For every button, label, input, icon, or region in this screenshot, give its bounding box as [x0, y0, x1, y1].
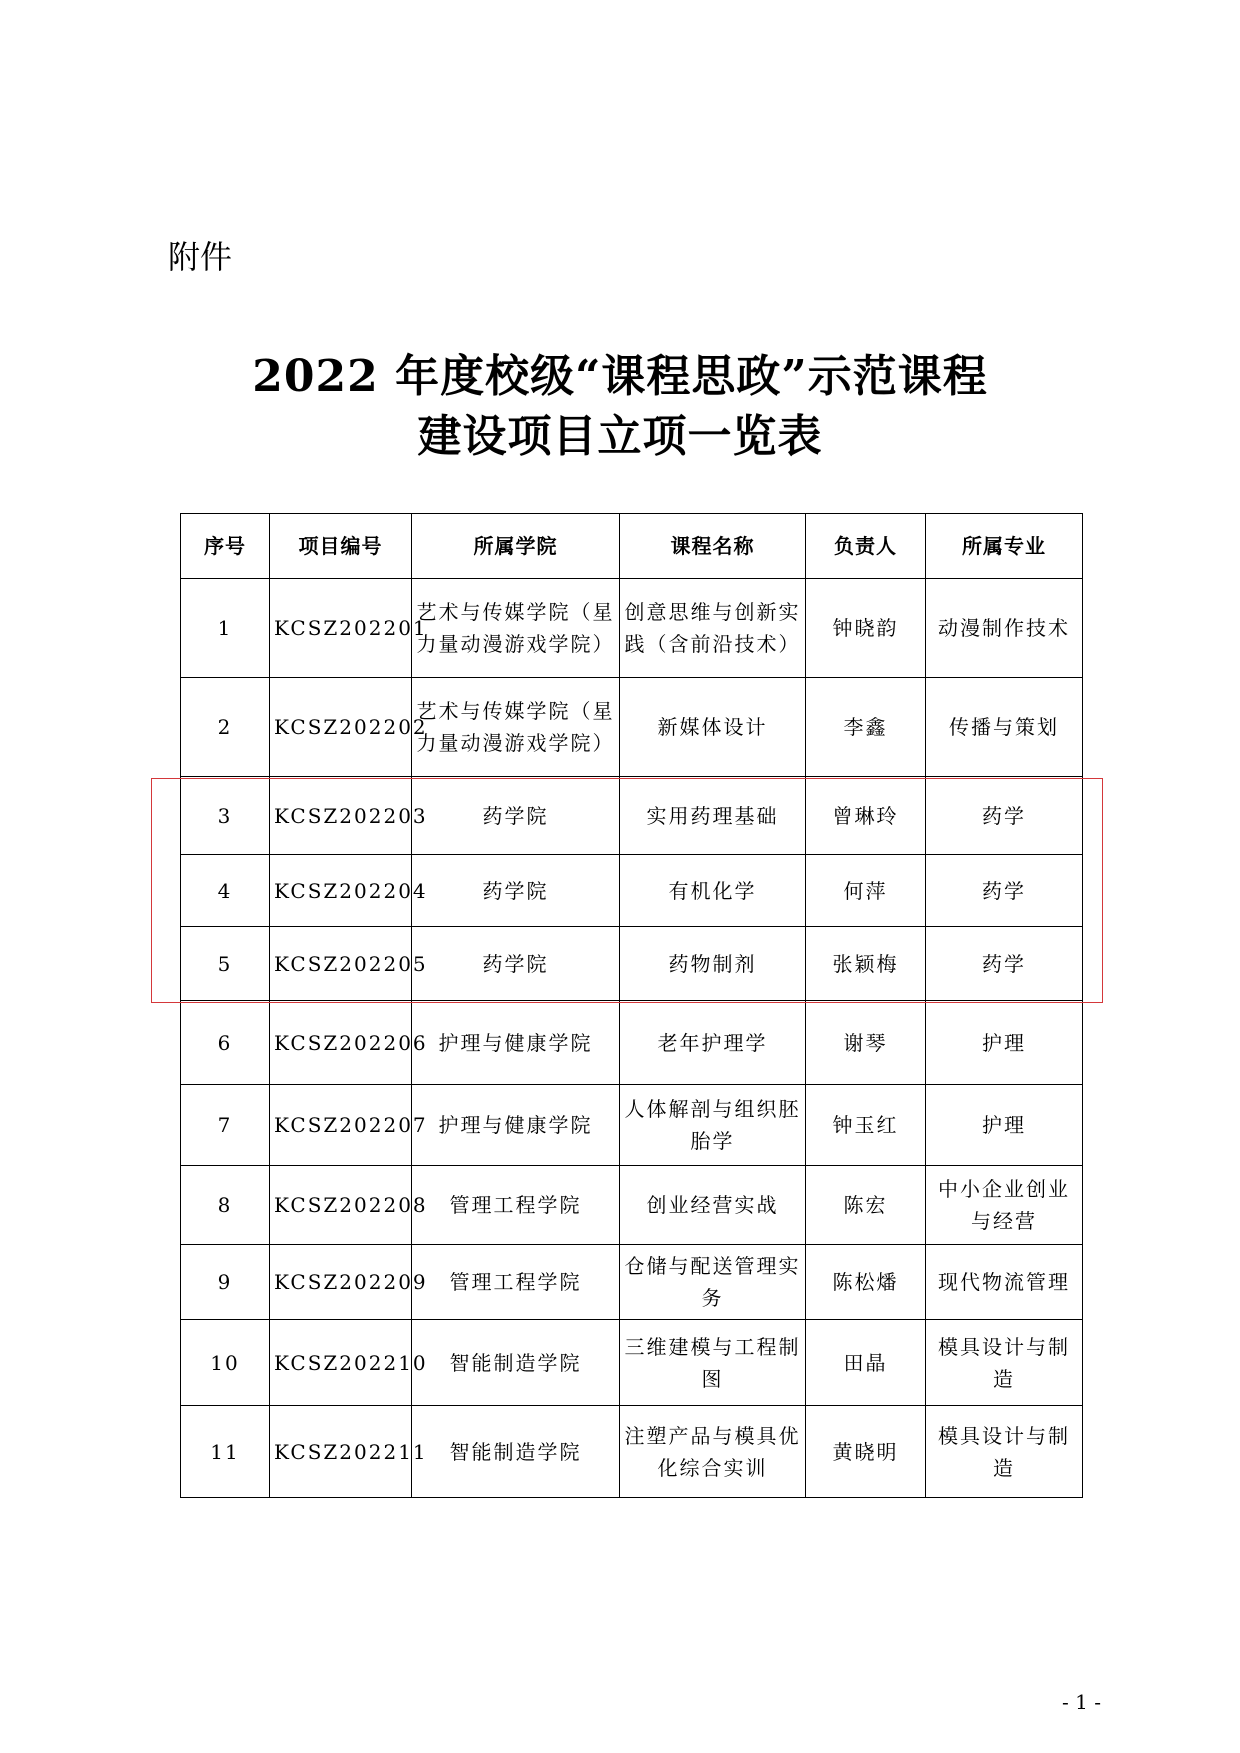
cell-college: 护理与健康学院: [412, 1085, 620, 1166]
cell-course: 老年护理学: [620, 1001, 806, 1085]
cell-leader: 陈松燔: [806, 1245, 926, 1320]
cell-project-code: KCSZ202204: [270, 855, 412, 927]
cell-leader: 陈宏: [806, 1166, 926, 1245]
page-number: - 1 -: [1062, 1690, 1101, 1714]
cell-major: 中小企业创业与经营: [926, 1166, 1083, 1245]
cell-course: 新媒体设计: [620, 678, 806, 777]
table-row: [181, 1085, 1083, 1166]
cell-index: 9: [181, 1245, 270, 1320]
document-title-line-1: 2022 年度校级“课程思政”示范课程: [252, 351, 988, 402]
cell-leader: 何萍: [806, 855, 926, 927]
table-row: [181, 1320, 1083, 1406]
cell-college: 艺术与传媒学院（星力量动漫游戏学院）: [412, 678, 620, 777]
cell-course: 人体解剖与组织胚胎学: [620, 1085, 806, 1166]
cell-index: 8: [181, 1166, 270, 1245]
cell-course: 有机化学: [620, 855, 806, 927]
header-cell: 所属学院: [412, 514, 620, 579]
cell-leader: 钟晓韵: [806, 579, 926, 678]
cell-project-code: KCSZ202210: [270, 1320, 412, 1406]
attachment-label: 附件: [168, 238, 233, 276]
header-cell: 课程名称: [620, 514, 806, 579]
cell-college: 管理工程学院: [412, 1166, 620, 1245]
cell-major: 药学: [926, 777, 1083, 855]
table-header-row: [181, 514, 1083, 579]
cell-course: 创业经营实战: [620, 1166, 806, 1245]
cell-major: 护理: [926, 1001, 1083, 1085]
cell-leader: 田晶: [806, 1320, 926, 1406]
cell-index: 2: [181, 678, 270, 777]
table-row: [181, 777, 1083, 855]
cell-major: 模具设计与制造: [926, 1406, 1083, 1498]
document-title-line-2: 建设项目立项一览表: [417, 411, 823, 462]
cell-project-code: KCSZ202205: [270, 927, 412, 1001]
cell-index: 10: [181, 1320, 270, 1406]
cell-leader: 李鑫: [806, 678, 926, 777]
cell-college: 管理工程学院: [412, 1245, 620, 1320]
header-cell: 所属专业: [926, 514, 1083, 579]
cell-college: 药学院: [412, 927, 620, 1001]
cell-course: 三维建模与工程制图: [620, 1320, 806, 1406]
cell-index: 4: [181, 855, 270, 927]
table-row: [181, 1166, 1083, 1245]
cell-index: 11: [181, 1406, 270, 1498]
cell-project-code: KCSZ202201: [270, 579, 412, 678]
cell-leader: 钟玉红: [806, 1085, 926, 1166]
cell-index: 3: [181, 777, 270, 855]
cell-college: 智能制造学院: [412, 1320, 620, 1406]
cell-major: 传播与策划: [926, 678, 1083, 777]
cell-index: 5: [181, 927, 270, 1001]
cell-college: 护理与健康学院: [412, 1001, 620, 1085]
header-cell: 项目编号: [270, 514, 412, 579]
cell-project-code: KCSZ202206: [270, 1001, 412, 1085]
cell-course: 药物制剂: [620, 927, 806, 1001]
cell-course: 仓储与配送管理实务: [620, 1245, 806, 1320]
cell-leader: 曾琳玲: [806, 777, 926, 855]
cell-project-code: KCSZ202207: [270, 1085, 412, 1166]
cell-course: 实用药理基础: [620, 777, 806, 855]
table-row: [181, 1245, 1083, 1320]
table-row: [181, 1406, 1083, 1498]
project-list-table: [180, 513, 1083, 1498]
cell-college: 艺术与传媒学院（星力量动漫游戏学院）: [412, 579, 620, 678]
cell-project-code: KCSZ202202: [270, 678, 412, 777]
cell-index: 7: [181, 1085, 270, 1166]
header-cell: 负责人: [806, 514, 926, 579]
table-row: [181, 678, 1083, 777]
table-row: [181, 855, 1083, 927]
cell-college: 药学院: [412, 777, 620, 855]
cell-major: 护理: [926, 1085, 1083, 1166]
cell-major: 药学: [926, 855, 1083, 927]
table-row: [181, 927, 1083, 1001]
table-row: [181, 1001, 1083, 1085]
cell-leader: 谢琴: [806, 1001, 926, 1085]
cell-project-code: KCSZ202203: [270, 777, 412, 855]
cell-major: 模具设计与制造: [926, 1320, 1083, 1406]
cell-leader: 张颖梅: [806, 927, 926, 1001]
cell-leader: 黄晓明: [806, 1406, 926, 1498]
cell-course: 注塑产品与模具优化综合实训: [620, 1406, 806, 1498]
cell-index: 6: [181, 1001, 270, 1085]
cell-project-code: KCSZ202211: [270, 1406, 412, 1498]
table-row: [181, 579, 1083, 678]
cell-college: 药学院: [412, 855, 620, 927]
cell-major: 药学: [926, 927, 1083, 1001]
cell-college: 智能制造学院: [412, 1406, 620, 1498]
cell-project-code: KCSZ202208: [270, 1166, 412, 1245]
header-cell: 序号: [181, 514, 270, 579]
cell-major: 现代物流管理: [926, 1245, 1083, 1320]
cell-project-code: KCSZ202209: [270, 1245, 412, 1320]
cell-major: 动漫制作技术: [926, 579, 1083, 678]
cell-course: 创意思维与创新实践（含前沿技术）: [620, 579, 806, 678]
cell-index: 1: [181, 579, 270, 678]
